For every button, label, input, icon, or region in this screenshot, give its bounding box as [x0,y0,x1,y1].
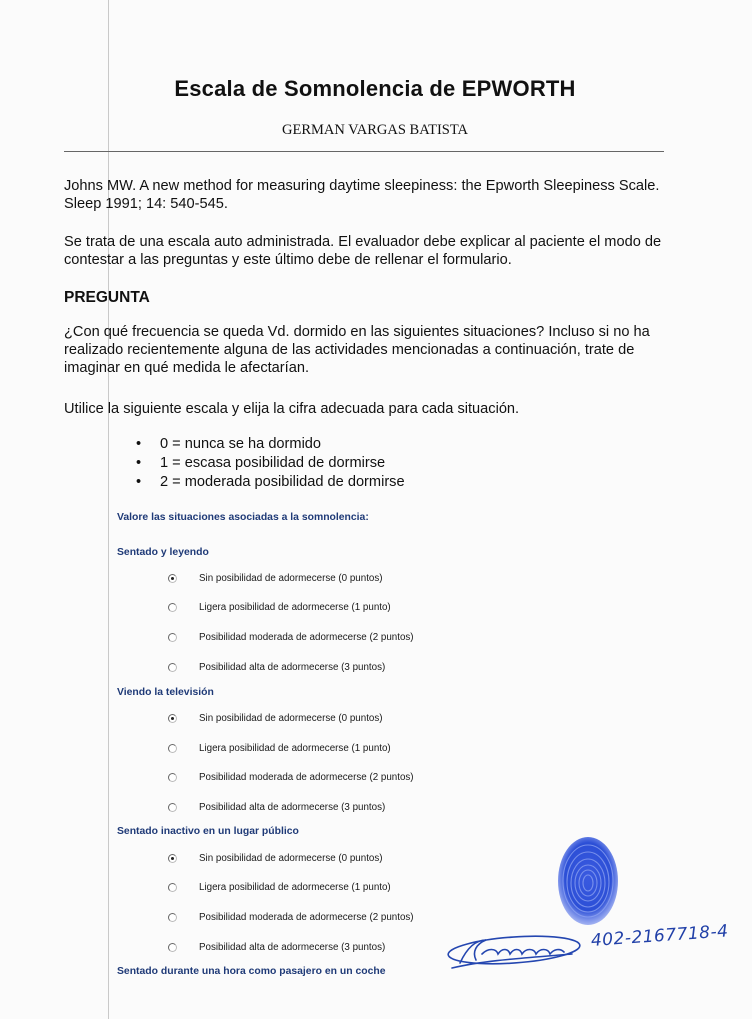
radio-option[interactable] [168,880,391,894]
radio-button[interactable] [168,803,177,812]
radio-option[interactable] [168,711,383,725]
scale-instruction: Utilice la siguiente escala y elija la cifra adecuada para cada situación. [64,401,520,417]
radio-option-label: Posibilidad moderada de adormecerse (2 puntos) [199,771,414,783]
radio-button-selected[interactable] [168,574,177,583]
header-divider [64,151,664,152]
radio-button[interactable] [168,744,177,753]
reference-citation: Johns MW. A new method for measuring daytime sleepiness: the Epworth Sleepiness Scale. Sleep 1991; 14: 540-545. [64,178,660,212]
radio-option[interactable] [168,571,383,585]
radio-button[interactable] [168,773,177,782]
radio-option-label: Ligera posibilidad de adormecerse (1 punto) [199,742,391,754]
question-heading: PREGUNTA [64,289,150,306]
radio-option[interactable] [168,600,391,614]
intro-paragraph: Se trata de una escala auto administrada. El evaluador debe explicar al paciente el modo de contestar a las preguntas y este último debe de rellenar el formulario. [64,234,662,268]
form-title: Valore las situaciones asociadas a la somnolencia: [117,512,369,523]
radio-option-label: Posibilidad moderada de adormecerse (2 puntos) [199,631,414,643]
radio-option-label: Posibilidad alta de adormecerse (3 puntos) [199,941,386,953]
radio-option[interactable] [168,630,414,644]
question-text: ¿Con qué frecuencia se queda Vd. dormido en las siguientes situaciones? Incluso si no ha realizado recientemente alguna de las actividades mencionadas a continuación, trate de imaginar en qué medida le afectarían. [64,324,650,376]
radio-button[interactable] [168,943,177,952]
radio-button-selected[interactable] [168,854,177,863]
section-title-pasajero-coche: Sentado durante una hora como pasajero en un coche [117,966,386,977]
radio-option-label: Sin posibilidad de adormecerse (0 puntos) [199,712,383,724]
radio-option[interactable] [168,851,383,865]
section-title-sentado-leyendo: Sentado y leyendo [117,547,209,558]
handwritten-signature [446,930,586,974]
radio-option[interactable] [168,800,385,814]
scale-item: • 1 = escasa posibilidad de dormirse [134,454,405,473]
handwritten-id-number: 402-2167718-4 [590,921,730,951]
radio-option[interactable] [168,910,414,924]
document-author: GERMAN VARGAS BATISTA [281,122,469,138]
scale-item: • 2 = moderada posibilidad de dormirse [134,473,405,492]
scale-list [134,435,405,492]
section-title-viendo-television: Viendo la televisión [117,687,214,698]
document-title: Escala de Somnolencia de EPWORTH [174,76,576,101]
radio-option-label: Posibilidad alta de adormecerse (3 puntos) [199,661,386,673]
scale-item: • 0 = nunca se ha dormido [134,435,405,454]
radio-button[interactable] [168,603,177,612]
fingerprint-mark [555,835,621,927]
radio-option-label: Ligera posibilidad de adormecerse (1 punto) [199,601,391,613]
radio-option-label: Sin posibilidad de adormecerse (0 puntos) [199,852,383,864]
radio-button[interactable] [168,663,177,672]
radio-button[interactable] [168,883,177,892]
radio-button-selected[interactable] [168,714,177,723]
scan-fold-line [108,0,109,1019]
radio-option[interactable] [168,770,414,784]
radio-option[interactable] [168,940,385,954]
section-title-lugar-publico: Sentado inactivo en un lugar público [117,826,299,837]
radio-button[interactable] [168,913,177,922]
radio-option[interactable] [168,660,385,674]
radio-option-label: Ligera posibilidad de adormecerse (1 punto) [199,881,391,893]
radio-option[interactable] [168,741,391,755]
radio-option-label: Sin posibilidad de adormecerse (0 puntos) [199,572,383,584]
radio-button[interactable] [168,633,177,642]
radio-option-label: Posibilidad alta de adormecerse (3 puntos) [199,801,386,813]
radio-option-label: Posibilidad moderada de adormecerse (2 puntos) [199,911,414,923]
